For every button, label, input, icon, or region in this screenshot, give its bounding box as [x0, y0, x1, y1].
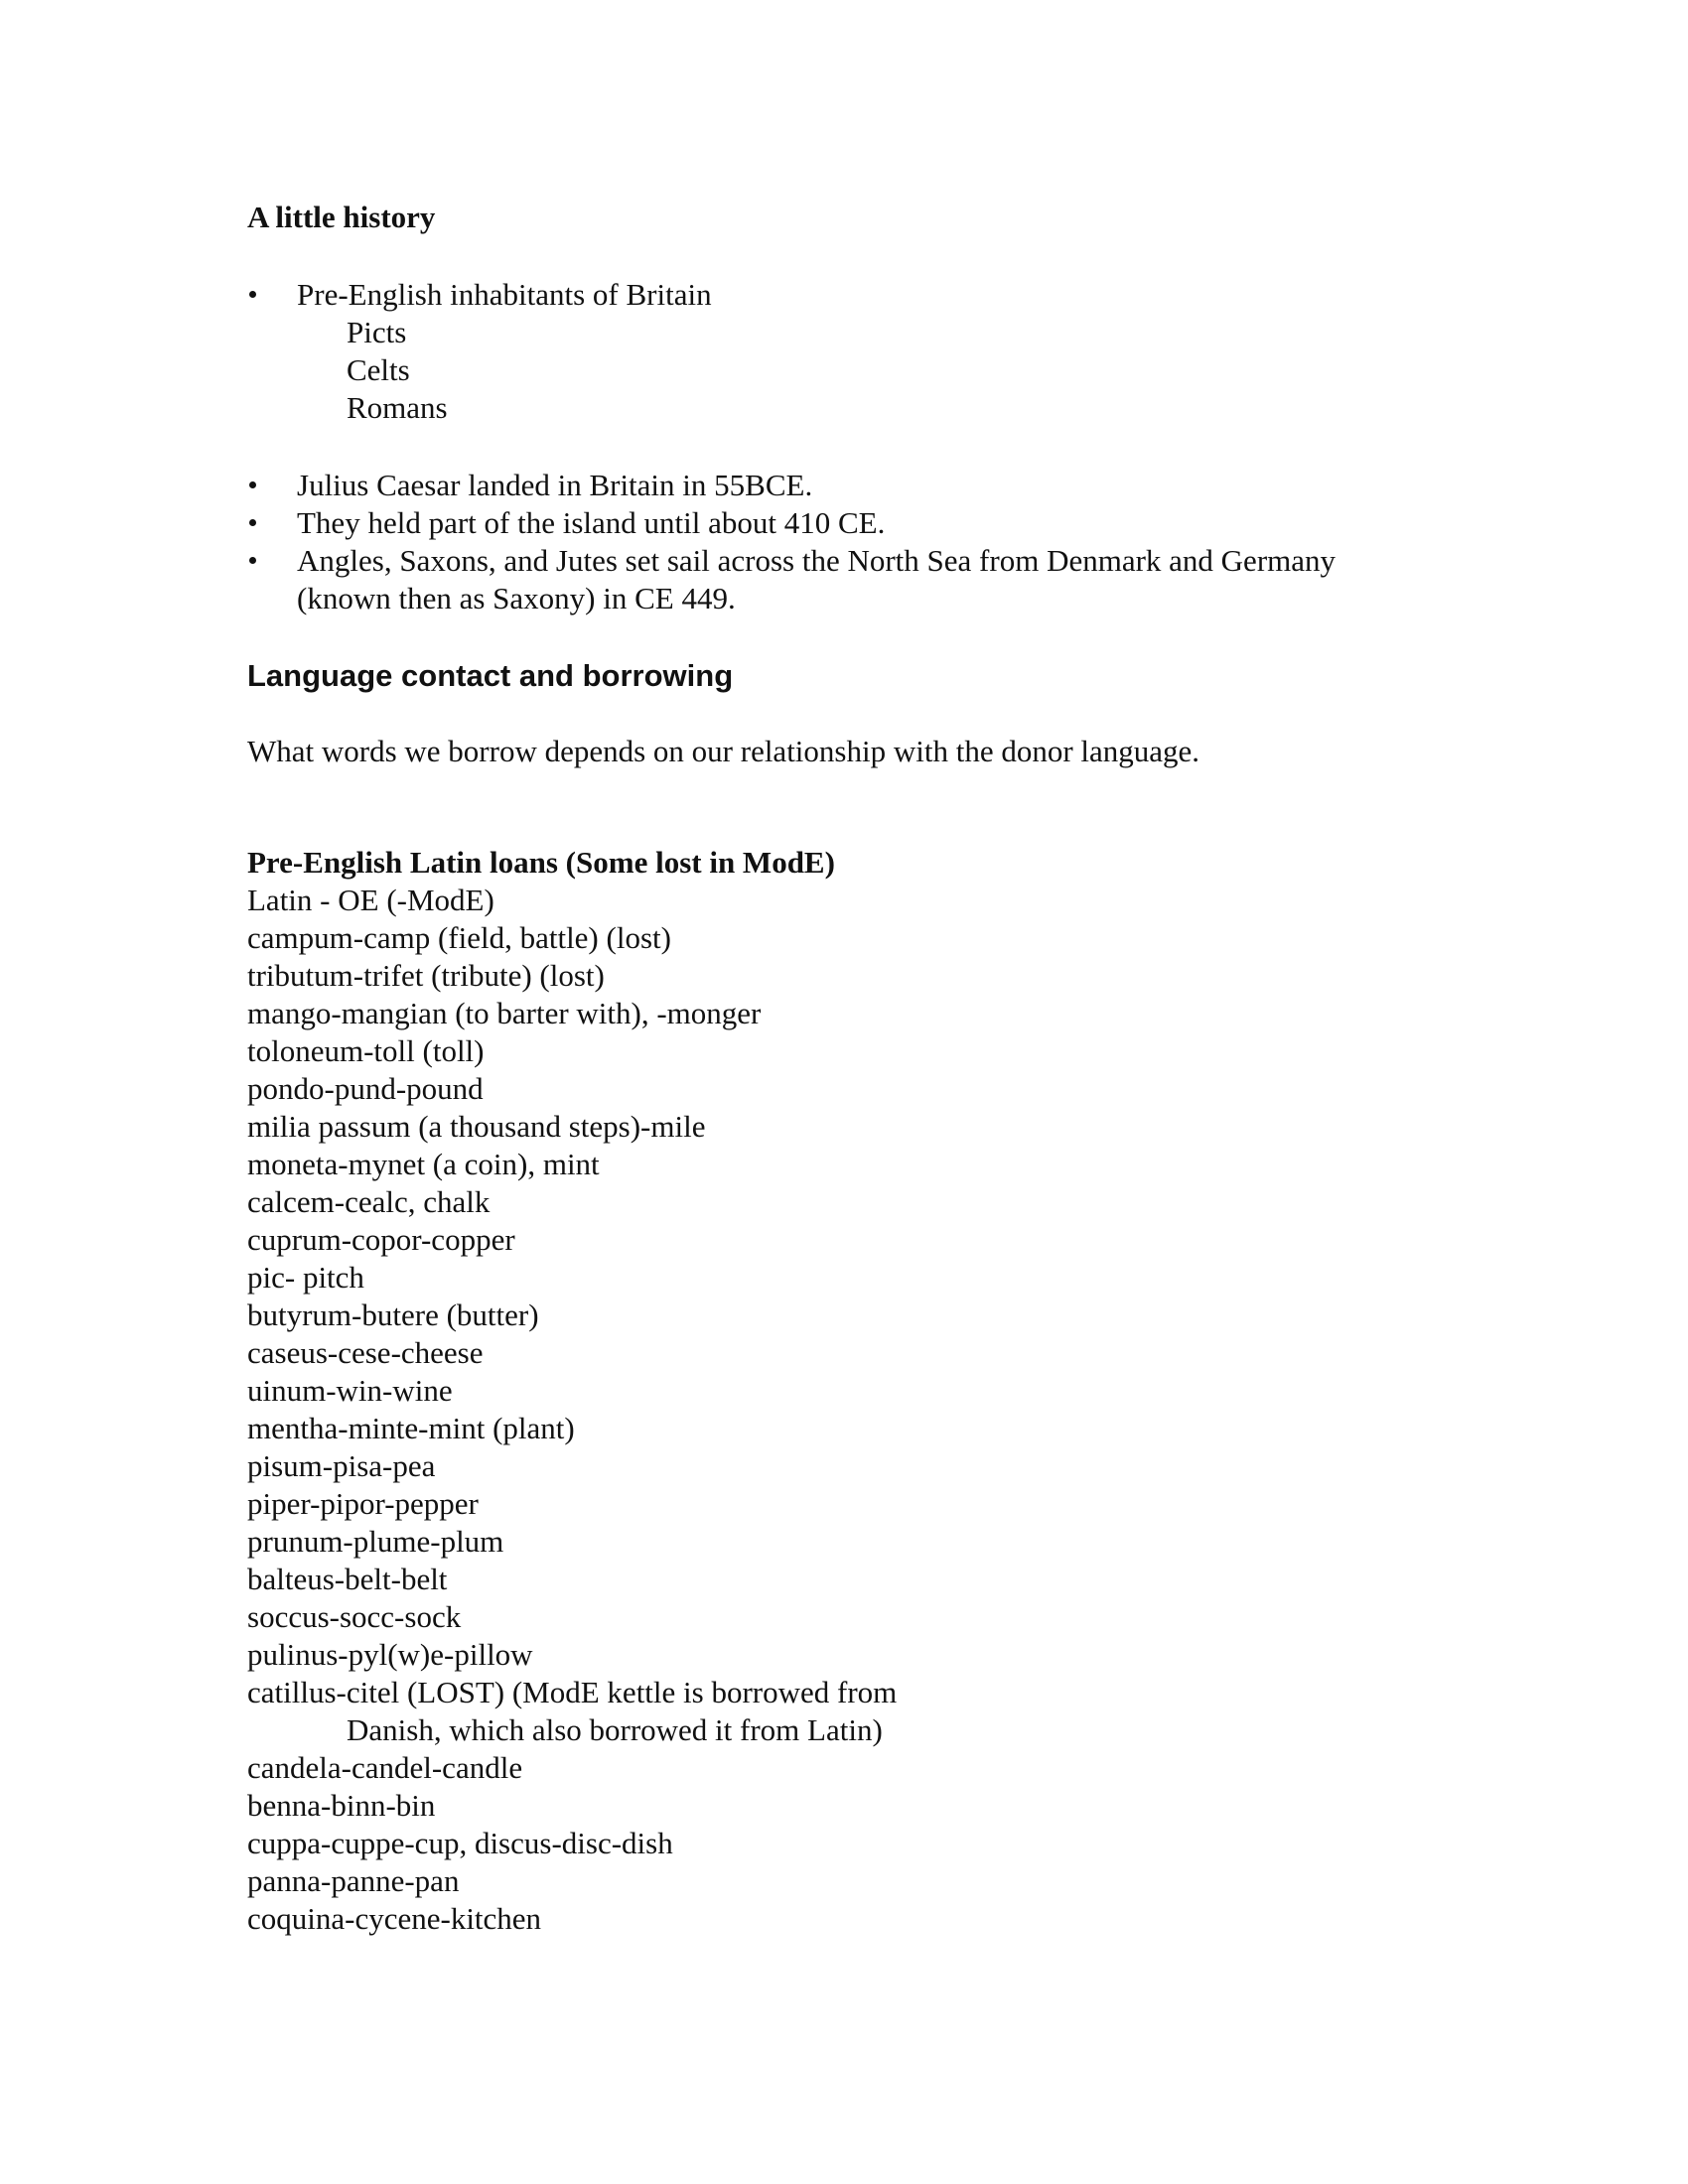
sub-item: Romans: [347, 390, 448, 425]
loan-line-continuation: Danish, which also borrowed it from Latin): [347, 1712, 883, 1747]
loan-line: moneta-mynet (a coin), mint: [247, 1147, 600, 1181]
latin-loans-list: [247, 844, 1439, 1938]
intro-paragraph: What words we borrow depends on our relationship with the donor language.: [247, 734, 1200, 768]
loans-title: Pre-English Latin loans (Some lost in ModE): [247, 845, 835, 880]
bullet-continuation: (known then as Saxony) in CE 449.: [297, 581, 736, 615]
loan-line: soccus-socc-sock: [247, 1599, 462, 1634]
loan-line: uinum-win-wine: [247, 1373, 453, 1408]
bullet-text: They held part of the island until about 410 CE.: [297, 505, 886, 540]
loan-line: butyrum-butere (butter): [247, 1297, 539, 1332]
bullet-text: Pre-English inhabitants of Britain: [297, 277, 712, 312]
loan-line: campum-camp (field, battle) (lost): [247, 920, 671, 955]
loan-line: mango-mangian (to barter with), -monger: [247, 996, 762, 1030]
bullet-list-inhabitants: [247, 276, 1498, 427]
sub-item: Picts: [347, 315, 407, 349]
loan-line: prunum-plume-plum: [247, 1524, 504, 1559]
heading-a-little-history: A little history: [247, 200, 436, 234]
loan-line: coquina-cycene-kitchen: [247, 1901, 542, 1936]
loan-line: mentha-minte-mint (plant): [247, 1411, 575, 1445]
loan-line: Latin - OE (-ModE): [247, 883, 494, 917]
loan-line: tributum-trifet (tribute) (lost): [247, 958, 605, 993]
loan-line: pondo-pund-pound: [247, 1071, 484, 1106]
bullet-text: Julius Caesar landed in Britain in 55BCE.: [297, 468, 813, 502]
bullet-item: [247, 467, 1498, 504]
bullet-icon: [247, 276, 267, 298]
loan-line: cuppa-cuppe-cup, discus-disc-dish: [247, 1826, 673, 1860]
bullet-icon: [247, 467, 267, 488]
loan-line: candela-candel-candle: [247, 1750, 523, 1785]
bullet-icon: [247, 542, 267, 564]
loan-line: benna-binn-bin: [247, 1788, 436, 1823]
loan-line: toloneum-toll (toll): [247, 1033, 485, 1068]
bullet-list-history: [247, 467, 1498, 617]
bullet-text: Angles, Saxons, and Jutes set sail across the North Sea from Denmark and Germany: [297, 543, 1336, 578]
loan-line: catillus-citel (LOST) (ModE kettle is borrowed from: [247, 1675, 898, 1709]
loan-line: pulinus-pyl(w)e-pillow: [247, 1637, 533, 1672]
loan-line: pic- pitch: [247, 1260, 364, 1295]
loan-line: caseus-cese-cheese: [247, 1335, 484, 1370]
loan-line: milia passum (a thousand steps)-mile: [247, 1109, 706, 1144]
loan-line: piper-pipor-pepper: [247, 1486, 479, 1521]
loan-line: calcem-cealc, chalk: [247, 1184, 491, 1219]
heading-language-contact: Language contact and borrowing: [247, 658, 734, 693]
loan-line: panna-panne-pan: [247, 1863, 460, 1898]
loan-line: balteus-belt-belt: [247, 1562, 448, 1596]
bullet-item: [247, 542, 1498, 580]
loan-line: cuprum-copor-copper: [247, 1222, 515, 1257]
bullet-icon: [247, 504, 267, 526]
bullet-item: [247, 276, 1498, 314]
bullet-item: [247, 504, 1498, 542]
sub-item: Celts: [347, 352, 410, 387]
loan-line: pisum-pisa-pea: [247, 1448, 436, 1483]
